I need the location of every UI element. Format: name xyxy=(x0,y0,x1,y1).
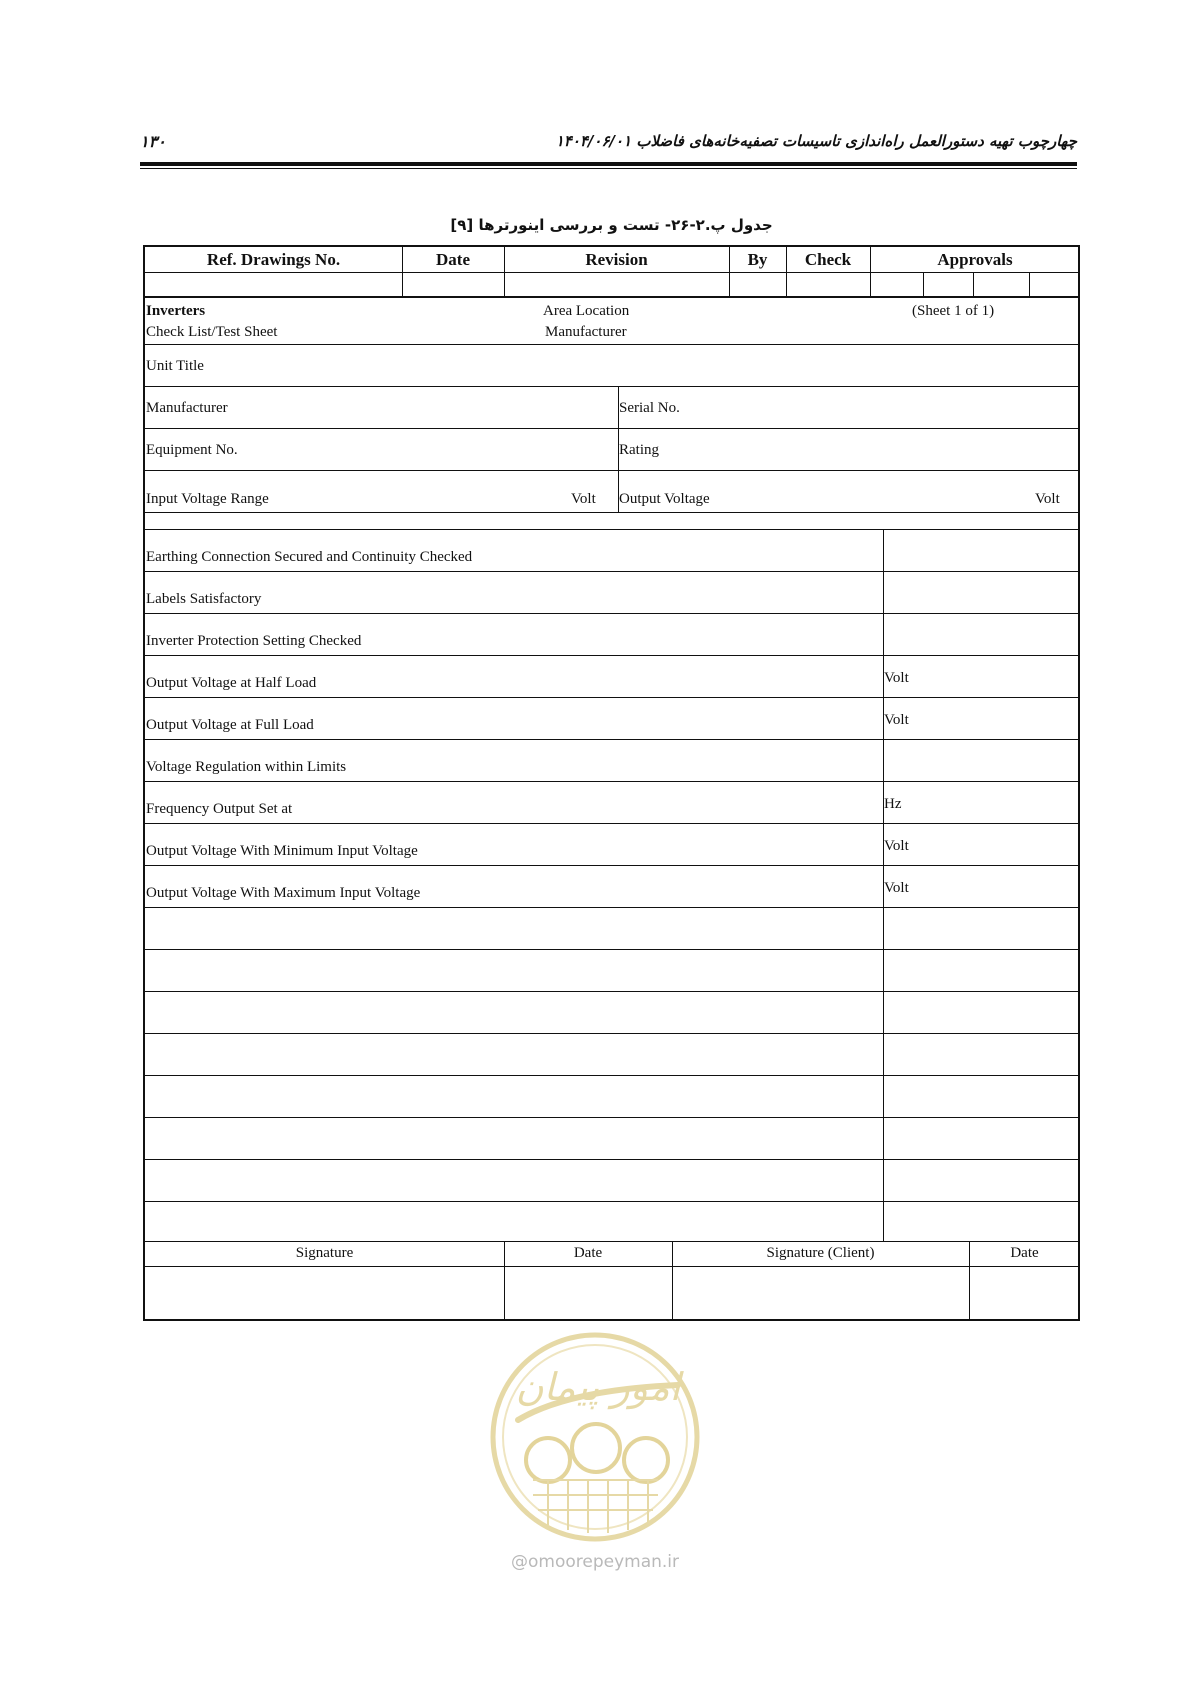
inverters-label: Inverters xyxy=(146,303,206,319)
rule xyxy=(145,1266,1080,1267)
check-row-label: Output Voltage With Minimum Input Voltage xyxy=(146,843,418,859)
rule xyxy=(145,781,1080,782)
rule xyxy=(145,344,1080,345)
signature-date-label: Date xyxy=(573,1245,603,1261)
page-header xyxy=(140,128,1077,158)
rule xyxy=(618,386,619,512)
rule xyxy=(504,1241,505,1319)
table-caption: جدول پ.۲-۲۶- تست و بررسی اینورترها [۹] xyxy=(450,216,773,234)
rule xyxy=(145,1033,1080,1034)
rule xyxy=(145,512,1080,513)
revision-header: Revision xyxy=(585,250,648,269)
rule xyxy=(145,1159,1080,1160)
rule xyxy=(145,697,1080,698)
rating-label: Rating xyxy=(619,442,659,458)
page-number: ۱۳۰ xyxy=(140,132,166,151)
rule xyxy=(1029,272,1030,296)
check-row-label: Output Voltage at Full Load xyxy=(146,717,314,733)
rule xyxy=(145,655,1080,656)
rule xyxy=(145,272,1080,273)
signature-label: Signature xyxy=(295,1245,354,1261)
rule xyxy=(145,428,1080,429)
check-row-label: Labels Satisfactory xyxy=(146,591,262,607)
serial-no-label: Serial No. xyxy=(619,400,680,416)
input-voltage-unit: Volt xyxy=(571,491,596,507)
rule xyxy=(786,247,787,296)
rule xyxy=(923,272,924,296)
check-row-unit: Volt xyxy=(884,712,909,728)
check-row-unit: Hz xyxy=(884,796,902,812)
watermark-text: امور پیمان xyxy=(515,1365,681,1409)
equipment-no-label: Equipment No. xyxy=(146,442,238,458)
page-header-title: چهارچوب تهیه دستورالعمل راه‌اندازی تاسیسات تصفیه‌خانه‌های فاضلاب ۱۴۰۴/۰۶/۰۱ xyxy=(555,132,1077,150)
check-row-label: Earthing Connection Secured and Continuity Checked xyxy=(146,549,473,565)
rule xyxy=(145,907,1080,908)
check-row-unit: Volt xyxy=(884,838,909,854)
input-voltage-range-label: Input Voltage Range xyxy=(146,491,269,507)
rule xyxy=(402,247,403,296)
rule xyxy=(145,1117,1080,1118)
rule xyxy=(729,247,730,296)
approvals-header: Approvals xyxy=(937,250,1013,269)
rule xyxy=(870,247,871,296)
output-voltage-label: Output Voltage xyxy=(619,491,710,507)
manufacturer-label: Manufacturer xyxy=(146,400,228,416)
rule xyxy=(969,1241,970,1319)
by-header: By xyxy=(747,250,768,269)
check-row-unit: Volt xyxy=(884,880,909,896)
header-rule xyxy=(140,162,1077,166)
check-header: Check xyxy=(804,250,852,269)
signature-client-label: Signature (Client) xyxy=(766,1245,875,1261)
rule xyxy=(145,1201,1080,1202)
date-header: Date xyxy=(436,250,470,269)
unit-title-label: Unit Title xyxy=(146,358,204,374)
rule xyxy=(145,470,1080,471)
rule xyxy=(145,571,1080,572)
header-rule-thin xyxy=(140,168,1077,169)
manufacturer-top-label: Manufacturer xyxy=(545,324,627,340)
rule xyxy=(145,739,1080,740)
area-location-label: Area Location xyxy=(543,303,630,319)
sheet-label: (Sheet 1 of 1) xyxy=(912,303,995,319)
rule xyxy=(145,865,1080,866)
rule xyxy=(145,529,1080,530)
inverter-check-form xyxy=(143,245,1080,1321)
ref-drawings-header: Ref. Drawings No. xyxy=(206,250,341,269)
rule xyxy=(145,296,1080,298)
signature-client-date-label: Date xyxy=(1010,1245,1039,1261)
check-row-label: Frequency Output Set at xyxy=(146,801,293,817)
rule xyxy=(145,949,1080,950)
rule xyxy=(145,613,1080,614)
rule xyxy=(145,991,1080,992)
rule xyxy=(672,1241,673,1319)
rule xyxy=(973,272,974,296)
rule xyxy=(145,1241,1080,1242)
check-list-label: Check List/Test Sheet xyxy=(146,324,278,340)
check-row-unit: Volt xyxy=(884,670,909,686)
check-row-label: Output Voltage at Half Load xyxy=(146,675,317,691)
watermark-stamp xyxy=(488,1330,703,1545)
check-row-label: Voltage Regulation within Limits xyxy=(146,759,347,775)
check-row-label: Output Voltage With Maximum Input Voltage xyxy=(146,885,421,901)
rule xyxy=(145,823,1080,824)
rule xyxy=(145,1075,1080,1076)
output-voltage-unit: Volt xyxy=(1035,491,1060,507)
rule xyxy=(504,247,505,296)
watermark-logo-icon xyxy=(488,1330,703,1545)
check-row-label: Inverter Protection Setting Checked xyxy=(146,633,362,649)
watermark-url: @omoorepeyman.ir xyxy=(510,1552,680,1572)
rule xyxy=(145,386,1080,387)
